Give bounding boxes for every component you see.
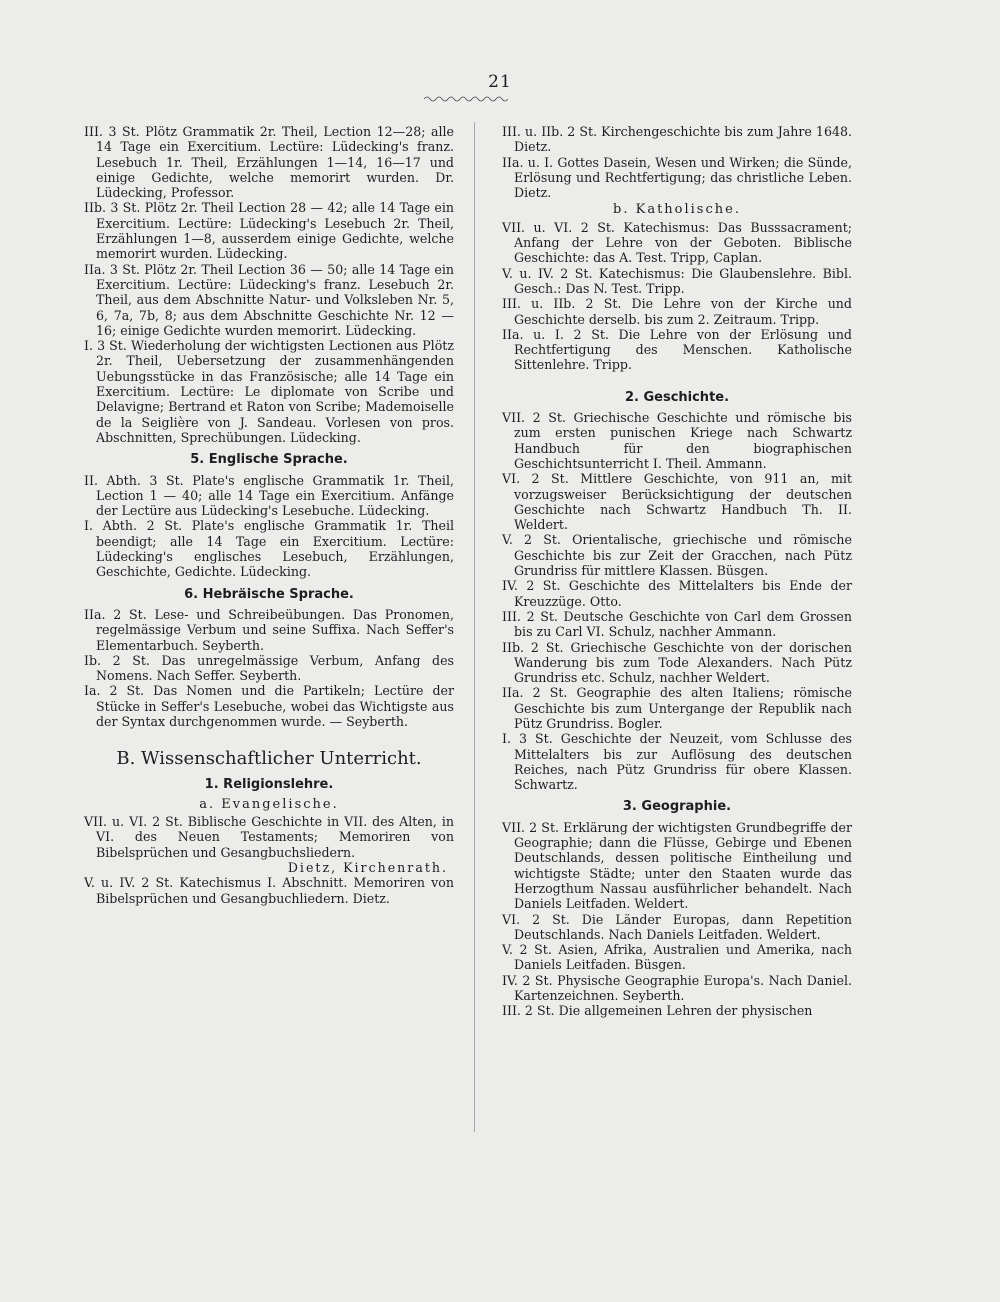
paragraph: IIa. 2 St. Lese- und Schreibeübungen. Das Pronomen, regelmässige Verbum und seine Suffixa. Nach Seffer's Elementarbuch. Seyberth. — [84, 606, 454, 653]
paragraph: VII. u. VI. 2 St. Katechismus: Das Busssacrament; Anfang der Lehre von der Geboten. Biblische Geschichte: das A. Test. Tripp, Caplan. — [502, 219, 852, 266]
section-heading: 6. Hebräische Sprache. — [184, 586, 354, 602]
paragraph: V. u. IV. 2 St. Katechismus I. Abschnitt. Memoriren von Bibelsprüchen und Gesangbuchliedern. Dietz. — [84, 875, 454, 906]
paragraph: I. Abth. 2 St. Plate's englische Grammatik 1r. Theil beendigt; alle 14 Tage ein Exercitium. Lectüre: Lüdecking's englisches Lesebuch, Erzählungen, Geschichte, Gedichte. Lüdecking. — [84, 518, 454, 580]
paragraph: VI. 2 St. Die Länder Europas, dann Repetition Deutschlands. Nach Daniels Leitfaden. Weldert. — [502, 911, 852, 942]
paragraph: II. Abth. 3 St. Plate's englische Grammatik 1r. Theil, Lection 1 — 40; alle 14 Tage ein Exercitium. Anfänge der Lectüre aus Lüdecking's Lesebuche. Lüdecking. — [84, 472, 454, 519]
paragraph: III. 2 St. Deutsche Geschichte von Carl dem Grossen bis zu Carl VI. Schulz, nachher Ammann. — [502, 608, 852, 640]
paragraph: IIa. 2 St. Geographie des alten Italiens; römische Geschichte bis zum Untergange der Republik nach Pütz Grundriss. Bogler. — [502, 685, 852, 731]
paragraph: III. 2 St. Die allgemeinen Lehren der physischen — [502, 1003, 813, 1019]
paragraph: III. u. IIb. 2 St. Die Lehre von der Kirche und Geschichte derselb. bis zum 2. Zeitraum. Tripp. — [502, 296, 852, 327]
left-column — [84, 124, 454, 906]
subsection-heading: b. Katholische. — [613, 202, 741, 218]
right-column — [502, 124, 852, 1019]
page-number: 21 — [488, 72, 512, 92]
paragraph: VII. 2 St. Griechische Geschichte und römische bis zum ersten punischen Kriege nach Schwartz Handbuch für den biographischen Geschichtsunterricht I. Theil. Ammann. — [502, 410, 852, 471]
spacer — [502, 373, 852, 383]
paragraph: I. 3 St. Geschichte der Neuzeit, vom Schlusse des Mittelalters bis zur Auflösung des deutschen Reiches, nach Pütz Grundriss für obere Klassen. Schwartz. — [502, 731, 852, 793]
paragraph: Ia. 2 St. Das Nomen und die Partikeln; Lectüre der Stücke in Seffer's Lesebuche, wobei das Wichtigste aus der Syntax durchgenommen wurde. — Seyberth. — [84, 683, 454, 729]
section-heading: 3. Geographie. — [622, 799, 732, 815]
paragraph: IV. 2 St. Geschichte des Mittelalters bis Ende der Kreuzzüge. Otto. — [502, 578, 852, 609]
section-heading: 5. Englische Sprache. — [190, 452, 348, 468]
paragraph: Ib. 2 St. Das unregelmässige Verbum, Anfang des Nomens. Nach Seffer. Seyberth. — [84, 652, 454, 684]
section-heading: 2. Geschichte. — [624, 389, 730, 405]
signature-line: Dietz, Kirchenrath. — [287, 860, 448, 876]
column-divider — [474, 122, 475, 1132]
paragraph: V. u. IV. 2 St. Katechismus: Die Glaubenslehre. Bibl. Gesch.: Das N. Test. Tripp. — [502, 265, 852, 296]
section-heading: 1. Religionslehre. — [204, 776, 334, 792]
paragraph: IIa. u. I. Gottes Dasein, Wesen und Wirken; die Sünde, Erlösung und Rechtfertigung; das christliche Leben. Dietz. — [502, 154, 852, 201]
subsection-heading: a. Evangelische. — [199, 796, 339, 812]
paragraph: VII. u. VI. 2 St. Biblische Geschichte in VII. des Alten, in VI. des Neuen Testaments; Memoriren von Bibelsprüchen und Gesangbuchsliedern. — [84, 814, 454, 860]
paragraph: IIa. 3 St. Plötz 2r. Theil Lection 36 — 50; alle 14 Tage ein Exercitium. Lectüre: Lüdecking's franz. Lesebuch 2r. Theil, aus dem Abschnitte Natur- und Volksleben Nr. 5, 6, 7a, 7b, 8; aus dem Abschnitte Geschichte Nr. 12 — 16; einige Gedichte wurden memorirt. Lüdecking. — [84, 261, 454, 338]
paragraph: IIa. u. I. 2 St. Die Lehre von der Erlösung und Rechtfertigung des Menschen. Katholische Sittenlehre. Tripp. — [502, 326, 852, 373]
paragraph: IV. 2 St. Physische Geographie Europa's. Nach Daniel. Kartenzeichnen. Seyberth. — [502, 972, 852, 1004]
paragraph: IIb. 2 St. Griechische Geschichte von der dorischen Wanderung bis zum Tode Alexanders. Nach Pütz Grundriss etc. Schulz, nachher Weldert. — [502, 639, 852, 686]
part-heading: B. Wissenschaftlicher Unterricht. — [116, 748, 422, 770]
paragraph: III. u. IIb. 2 St. Kirchengeschichte bis zum Jahre 1648. Dietz. — [502, 124, 852, 155]
paragraph: I. 3 St. Wiederholung der wichtigsten Lectionen aus Plötz 2r. Theil, Uebersetzung der zusammenhängenden Uebungsstücke in das Französische; alle 14 Tage ein Exercitium. Lectüre: Le diplomate von Scribe und Delavigne; Bertrand et Raton von Scribe; Mademoiselle de la Seiglière von J. Sandeau. Vorlesen von pros. Abschnitten, Sprechübungen. Lüdecking. — [84, 338, 454, 445]
paragraph: V. 2 St. Orientalische, griechische und römische Geschichte bis zur Zeit der Gracchen, nach Pütz Grundriss für mittlere Klassen. Büsgen. — [502, 532, 852, 579]
ornament-rule — [424, 94, 508, 104]
paragraph: VI. 2 St. Mittlere Geschichte, von 911 an, mit vorzugsweiser Berücksichtigung der deutschen Geschichte nach Schwartz Handbuch Th. II. Weldert. — [502, 471, 852, 533]
paragraph: III. 3 St. Plötz Grammatik 2r. Theil, Lection 12—28; alle 14 Tage ein Exercitium. Lectüre: Lüdecking's franz. Lesebuch 1r. Theil, Erzählungen 1—14, 16—17 und einige Gedichte, welche memorirt wurden. Dr. Lüdecking, Professor. — [84, 124, 454, 201]
paragraph: V. 2 St. Asien, Afrika, Australien und Amerika, nach Daniels Leitfaden. Büsgen. — [502, 942, 852, 973]
paragraph: IIb. 3 St. Plötz 2r. Theil Lection 28 — 42; alle 14 Tage ein Exercitium. Lectüre: Lüdecking's Lesebuch 2r. Theil, Erzählungen 1—8, ausserdem einige Gedichte, welche memorirt wurden. Lüdecking. — [84, 200, 454, 262]
paragraph: VII. 2 St. Erklärung der wichtigsten Grundbegriffe der Geographie; dann die Flüsse, Gebirge und Ebenen Deutschlands, dessen politische Eintheilung und wichtigste Städte; unter den Staaten wurde das Herzogthum Nassau ausführlicher behandelt. Nach Daniels Leitfaden. Weldert. — [502, 819, 852, 912]
